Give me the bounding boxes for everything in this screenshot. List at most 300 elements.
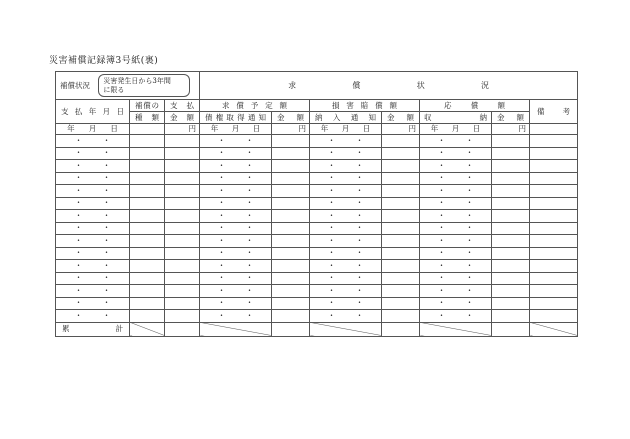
seikyu-amount-cell[interactable] xyxy=(272,272,310,285)
payment-yen-unit: 円 xyxy=(165,124,200,135)
date-separator-dot: ・ xyxy=(355,198,364,208)
seikyu-amount-cell[interactable] xyxy=(272,210,310,223)
table-row xyxy=(56,285,578,298)
saiken-date-cell[interactable] xyxy=(200,297,272,310)
baisho-amount-cell[interactable] xyxy=(382,235,420,248)
shuno-date-cell[interactable] xyxy=(420,210,492,223)
payment-amount-cell[interactable] xyxy=(165,185,200,198)
payment-date-cell[interactable] xyxy=(56,147,130,160)
seikyu-amount-cell[interactable] xyxy=(272,260,310,273)
seikyu-amount-cell[interactable] xyxy=(272,135,310,148)
table-row xyxy=(56,235,578,248)
biko-cell[interactable] xyxy=(530,172,578,185)
saiken-date-cell[interactable] xyxy=(200,260,272,273)
date-separator-dot: ・ xyxy=(437,185,446,195)
osho-yen-unit: 円 xyxy=(492,124,530,135)
date-separator-dot: ・ xyxy=(355,235,364,245)
date-separator-dot: ・ xyxy=(465,260,474,270)
saiken-date-cell[interactable] xyxy=(200,222,272,235)
date-separator-dot: ・ xyxy=(245,185,254,195)
baisho-yen-unit: 円 xyxy=(382,124,420,135)
unit-day: 日 xyxy=(252,124,261,134)
biko-cell[interactable] xyxy=(530,197,578,210)
nyukin-date-cell[interactable] xyxy=(310,272,382,285)
baisho-amount-cell[interactable] xyxy=(382,310,420,323)
baisho-amount-cell[interactable] xyxy=(382,197,420,210)
nyukin-date-cell[interactable] xyxy=(310,135,382,148)
hosho-type-header-top: 補償の xyxy=(130,100,165,112)
osho-amount-cell[interactable] xyxy=(492,210,530,223)
payment-date-cell[interactable] xyxy=(56,135,130,148)
biko-cell[interactable] xyxy=(530,160,578,173)
date-separator-dot: ・ xyxy=(74,285,83,295)
unit-year: 年 xyxy=(210,124,219,134)
hosho-type-cell[interactable] xyxy=(130,222,165,235)
date-separator-dot: ・ xyxy=(355,285,364,295)
hosho-type-cell[interactable] xyxy=(130,160,165,173)
date-separator-dot: ・ xyxy=(102,148,111,158)
osho-amount-cell[interactable] xyxy=(492,310,530,323)
date-separator-dot: ・ xyxy=(437,235,446,245)
biko-unit xyxy=(530,124,578,135)
payment-date-cell[interactable] xyxy=(56,297,130,310)
date-separator-dot: ・ xyxy=(102,298,111,308)
date-separator-dot: ・ xyxy=(217,173,226,183)
saiken-date-cell[interactable] xyxy=(200,310,272,323)
date-separator-dot: ・ xyxy=(74,173,83,183)
seikyu-amount-cell[interactable] xyxy=(272,172,310,185)
payment-amount-cell[interactable] xyxy=(165,272,200,285)
date-separator-dot: ・ xyxy=(245,298,254,308)
payment-amount-cell[interactable] xyxy=(165,172,200,185)
date-separator-dot: ・ xyxy=(327,248,336,258)
date-separator-dot: ・ xyxy=(437,135,446,145)
saiken-date-cell[interactable] xyxy=(200,197,272,210)
date-separator-dot: ・ xyxy=(217,298,226,308)
biko-cell[interactable] xyxy=(530,285,578,298)
unit-year: 年 xyxy=(320,124,329,134)
osho-amount-cell[interactable] xyxy=(492,297,530,310)
date-separator-dot: ・ xyxy=(74,185,83,195)
date-separator-dot: ・ xyxy=(102,135,111,145)
saiken-date-cell[interactable] xyxy=(200,135,272,148)
hosho-type-cell[interactable] xyxy=(130,147,165,160)
payment-amount-cell[interactable] xyxy=(165,297,200,310)
saiken-date-cell[interactable] xyxy=(200,272,272,285)
hosho-type-cell[interactable] xyxy=(130,310,165,323)
biko-cell[interactable] xyxy=(530,147,578,160)
payment-date-header: 支払年月日 xyxy=(56,100,130,124)
payment-amount-cell[interactable] xyxy=(165,197,200,210)
nyukin-date-cell[interactable] xyxy=(310,172,382,185)
compensation-record-table xyxy=(55,71,578,337)
date-separator-dot: ・ xyxy=(217,210,226,220)
nyukin-date-header: 納入通知 xyxy=(310,112,382,124)
date-separator-dot: ・ xyxy=(327,185,336,195)
table-row xyxy=(56,160,578,173)
date-separator-dot: ・ xyxy=(217,135,226,145)
date-separator-dot: ・ xyxy=(102,235,111,245)
date-separator-dot: ・ xyxy=(217,248,226,258)
payment-date-cell[interactable] xyxy=(56,160,130,173)
total-row xyxy=(56,322,578,336)
date-separator-dot: ・ xyxy=(217,310,226,320)
saiken-date-cell[interactable] xyxy=(200,285,272,298)
table-row xyxy=(56,247,578,260)
date-separator-dot: ・ xyxy=(102,173,111,183)
seikyu-amount-cell[interactable] xyxy=(272,310,310,323)
date-separator-dot: ・ xyxy=(465,235,474,245)
shuno-date-cell[interactable] xyxy=(420,135,492,148)
hosho-type-cell[interactable] xyxy=(130,210,165,223)
date-separator-dot: ・ xyxy=(245,135,254,145)
date-separator-dot: ・ xyxy=(355,260,364,270)
date-separator-dot: ・ xyxy=(327,160,336,170)
biko-cell[interactable] xyxy=(530,297,578,310)
payment-date-cell[interactable] xyxy=(56,185,130,198)
nyukin-date-cell[interactable] xyxy=(310,147,382,160)
seikyu-amount-header: 金額 xyxy=(272,112,310,124)
date-separator-dot: ・ xyxy=(245,310,254,320)
osho-amount-cell[interactable] xyxy=(492,235,530,248)
date-separator-dot: ・ xyxy=(245,285,254,295)
biko-cell[interactable] xyxy=(530,135,578,148)
shuno-date-cell[interactable] xyxy=(420,260,492,273)
baisho-amount-cell[interactable] xyxy=(382,222,420,235)
date-separator-dot: ・ xyxy=(245,198,254,208)
date-separator-dot: ・ xyxy=(327,298,336,308)
saiken-date-cell[interactable] xyxy=(200,147,272,160)
date-separator-dot: ・ xyxy=(437,198,446,208)
baisho-amount-cell[interactable] xyxy=(382,135,420,148)
nyukin-date-units xyxy=(310,124,382,135)
date-separator-dot: ・ xyxy=(217,260,226,270)
date-separator-dot: ・ xyxy=(437,223,446,233)
table-row xyxy=(56,222,578,235)
period-note-line2: に限る xyxy=(103,85,125,94)
date-separator-dot: ・ xyxy=(355,273,364,283)
saiken-date-cell[interactable] xyxy=(200,172,272,185)
total-char-1: 累 xyxy=(62,324,70,334)
seikyu-yotei-header: 求償予定額 xyxy=(200,100,310,112)
date-separator-dot: ・ xyxy=(327,198,336,208)
date-separator-dot: ・ xyxy=(327,148,336,158)
saiken-date-cell[interactable] xyxy=(200,185,272,198)
date-separator-dot: ・ xyxy=(102,185,111,195)
seikyu-amount-cell[interactable] xyxy=(272,235,310,248)
date-separator-dot: ・ xyxy=(74,148,83,158)
osho-amount-cell[interactable] xyxy=(492,160,530,173)
payment-amount-cell[interactable] xyxy=(165,260,200,273)
hosho-status-header xyxy=(56,72,200,100)
hosho-type-cell[interactable] xyxy=(130,285,165,298)
date-separator-dot: ・ xyxy=(74,198,83,208)
date-separator-dot: ・ xyxy=(217,285,226,295)
total-nyukin-date-slash xyxy=(310,322,382,336)
shuno-date-cell[interactable] xyxy=(420,160,492,173)
saiken-date-units xyxy=(200,124,272,135)
nyukin-date-cell[interactable] xyxy=(310,247,382,260)
hosho-type-cell[interactable] xyxy=(130,185,165,198)
date-separator-dot: ・ xyxy=(465,210,474,220)
hosho-type-cell[interactable] xyxy=(130,260,165,273)
shuno-date-cell[interactable] xyxy=(420,235,492,248)
biko-cell[interactable] xyxy=(530,235,578,248)
date-separator-dot: ・ xyxy=(245,223,254,233)
seikyu-amount-cell[interactable] xyxy=(272,222,310,235)
payment-amount-cell[interactable] xyxy=(165,285,200,298)
shuno-date-cell[interactable] xyxy=(420,222,492,235)
date-separator-dot: ・ xyxy=(465,173,474,183)
table-row xyxy=(56,172,578,185)
biko-cell[interactable] xyxy=(530,185,578,198)
payment-amount-cell[interactable] xyxy=(165,160,200,173)
shuno-date-cell[interactable] xyxy=(420,185,492,198)
date-separator-dot: ・ xyxy=(355,248,364,258)
baisho-amount-cell[interactable] xyxy=(382,185,420,198)
date-separator-dot: ・ xyxy=(217,198,226,208)
date-separator-dot: ・ xyxy=(437,298,446,308)
total-osho-amount[interactable] xyxy=(492,322,530,336)
payment-amount-cell[interactable] xyxy=(165,147,200,160)
seikyu-amount-cell[interactable] xyxy=(272,197,310,210)
date-separator-dot: ・ xyxy=(437,248,446,258)
date-separator-dot: ・ xyxy=(74,210,83,220)
baisho-amount-cell[interactable] xyxy=(382,272,420,285)
hosho-type-cell[interactable] xyxy=(130,235,165,248)
hosho-status-label: 補償状況 xyxy=(60,80,90,90)
total-shuno-date-slash xyxy=(420,322,492,336)
date-separator-dot: ・ xyxy=(102,260,111,270)
total-label xyxy=(56,322,130,336)
baisho-amount-header: 金額 xyxy=(382,112,420,124)
nyukin-date-cell[interactable] xyxy=(310,222,382,235)
date-separator-dot: ・ xyxy=(327,235,336,245)
date-separator-dot: ・ xyxy=(465,310,474,320)
date-separator-dot: ・ xyxy=(465,135,474,145)
date-separator-dot: ・ xyxy=(217,148,226,158)
date-separator-dot: ・ xyxy=(355,185,364,195)
date-separator-dot: ・ xyxy=(102,273,111,283)
date-separator-dot: ・ xyxy=(465,223,474,233)
table-row xyxy=(56,135,578,148)
saiken-date-cell[interactable] xyxy=(200,210,272,223)
hosho-type-cell[interactable] xyxy=(130,247,165,260)
osho-amount-cell[interactable] xyxy=(492,247,530,260)
period-note-line1: 災害発生日から3年間 xyxy=(103,76,171,85)
date-separator-dot: ・ xyxy=(355,210,364,220)
unit-month: 月 xyxy=(88,124,97,134)
baisho-amount-cell[interactable] xyxy=(382,260,420,273)
seikyu-amount-cell[interactable] xyxy=(272,297,310,310)
date-separator-dot: ・ xyxy=(74,273,83,283)
date-separator-dot: ・ xyxy=(327,273,336,283)
table-row xyxy=(56,272,578,285)
nyukin-date-cell[interactable] xyxy=(310,185,382,198)
payment-date-cell[interactable] xyxy=(56,235,130,248)
osho-amount-cell[interactable] xyxy=(492,260,530,273)
date-separator-dot: ・ xyxy=(102,198,111,208)
payment-amount-cell[interactable] xyxy=(165,247,200,260)
total-hosho-type-slash xyxy=(130,322,165,336)
date-separator-dot: ・ xyxy=(327,285,336,295)
document-title: 災害補償記録簿3号紙(裏) xyxy=(49,56,159,66)
osho-amount-cell[interactable] xyxy=(492,172,530,185)
biko-cell[interactable] xyxy=(530,222,578,235)
osho-amount-cell[interactable] xyxy=(492,272,530,285)
baisho-amount-cell[interactable] xyxy=(382,160,420,173)
payment-date-cell[interactable] xyxy=(56,172,130,185)
date-separator-dot: ・ xyxy=(245,173,254,183)
songai-baisho-header: 損害賠償額 xyxy=(310,100,420,112)
date-separator-dot: ・ xyxy=(74,223,83,233)
osho-amount-cell[interactable] xyxy=(492,285,530,298)
hosho-type-cell[interactable] xyxy=(130,297,165,310)
baisho-amount-cell[interactable] xyxy=(382,247,420,260)
shuno-left: 収 xyxy=(424,112,432,122)
date-separator-dot: ・ xyxy=(327,173,336,183)
seikyu-amount-cell[interactable] xyxy=(272,147,310,160)
seikyu-amount-cell[interactable] xyxy=(272,247,310,260)
payment-date-cell[interactable] xyxy=(56,260,130,273)
total-char-2: 計 xyxy=(115,324,123,334)
biko-header: 備考 xyxy=(530,100,578,124)
date-separator-dot: ・ xyxy=(437,160,446,170)
shuno-date-cell[interactable] xyxy=(420,297,492,310)
biko-cell[interactable] xyxy=(530,260,578,273)
seikyu-status-header xyxy=(200,72,578,100)
biko-cell[interactable] xyxy=(530,310,578,323)
date-separator-dot: ・ xyxy=(465,198,474,208)
date-separator-dot: ・ xyxy=(245,248,254,258)
osho-amount-cell[interactable] xyxy=(492,197,530,210)
nyukin-date-cell[interactable] xyxy=(310,235,382,248)
osho-amount-header: 金額 xyxy=(492,112,530,124)
hosho-type-cell[interactable] xyxy=(130,172,165,185)
unit-day: 日 xyxy=(110,124,118,134)
hosho-type-cell[interactable] xyxy=(130,135,165,148)
payment-amount-cell[interactable] xyxy=(165,210,200,223)
date-separator-dot: ・ xyxy=(74,248,83,258)
payment-amount-cell[interactable] xyxy=(165,310,200,323)
hosho-type-unit xyxy=(130,124,165,135)
saiken-date-cell[interactable] xyxy=(200,247,272,260)
payment-date-cell[interactable] xyxy=(56,285,130,298)
date-separator-dot: ・ xyxy=(355,135,364,145)
shuno-date-cell[interactable] xyxy=(420,310,492,323)
unit-year: 年 xyxy=(67,124,75,134)
seikyu-amount-cell[interactable] xyxy=(272,185,310,198)
table-row xyxy=(56,210,578,223)
total-payment-amount[interactable] xyxy=(165,322,200,336)
baisho-amount-cell[interactable] xyxy=(382,297,420,310)
shuno-date-cell[interactable] xyxy=(420,247,492,260)
nyukin-date-cell[interactable] xyxy=(310,297,382,310)
date-separator-dot: ・ xyxy=(437,148,446,158)
nyukin-date-cell[interactable] xyxy=(310,260,382,273)
payment-date-cell[interactable] xyxy=(56,310,130,323)
seikyu-amount-cell[interactable] xyxy=(272,285,310,298)
table-row xyxy=(56,310,578,323)
date-separator-dot: ・ xyxy=(74,260,83,270)
total-seikyu-amount[interactable] xyxy=(272,322,310,336)
date-separator-dot: ・ xyxy=(465,148,474,158)
payment-amount-cell[interactable] xyxy=(165,235,200,248)
date-separator-dot: ・ xyxy=(465,298,474,308)
shuno-date-units xyxy=(420,124,492,135)
nyukin-date-cell[interactable] xyxy=(310,210,382,223)
payment-date-cell[interactable] xyxy=(56,210,130,223)
date-separator-dot: ・ xyxy=(465,285,474,295)
date-separator-dot: ・ xyxy=(217,235,226,245)
unit-month: 月 xyxy=(231,124,240,134)
saiken-date-cell[interactable] xyxy=(200,235,272,248)
nyukin-date-cell[interactable] xyxy=(310,160,382,173)
date-separator-dot: ・ xyxy=(74,310,83,320)
payment-amount-cell[interactable] xyxy=(165,222,200,235)
osho-amount-cell[interactable] xyxy=(492,222,530,235)
payment-date-cell[interactable] xyxy=(56,197,130,210)
nyukin-date-cell[interactable] xyxy=(310,310,382,323)
table-row xyxy=(56,185,578,198)
date-separator-dot: ・ xyxy=(327,310,336,320)
biko-cell[interactable] xyxy=(530,272,578,285)
payment-amount-header-bottom: 金額 xyxy=(165,112,200,124)
hosho-type-header-bottom: 種類 xyxy=(130,112,165,124)
date-separator-dot: ・ xyxy=(102,160,111,170)
biko-cell[interactable] xyxy=(530,210,578,223)
baisho-amount-cell[interactable] xyxy=(382,285,420,298)
payment-date-cell[interactable] xyxy=(56,247,130,260)
date-separator-dot: ・ xyxy=(327,135,336,145)
osho-amount-cell[interactable] xyxy=(492,147,530,160)
shuno-date-cell[interactable] xyxy=(420,147,492,160)
nyukin-date-cell[interactable] xyxy=(310,285,382,298)
osho-amount-cell[interactable] xyxy=(492,185,530,198)
shuno-date-cell[interactable] xyxy=(420,272,492,285)
total-baisho-amount[interactable] xyxy=(382,322,420,336)
shuno-date-cell[interactable] xyxy=(420,172,492,185)
shuno-date-header xyxy=(420,112,492,124)
date-separator-dot: ・ xyxy=(245,260,254,270)
seikyu-amount-cell[interactable] xyxy=(272,160,310,173)
payment-date-cell[interactable] xyxy=(56,222,130,235)
date-separator-dot: ・ xyxy=(217,273,226,283)
shuno-date-cell[interactable] xyxy=(420,285,492,298)
date-separator-dot: ・ xyxy=(245,160,254,170)
date-separator-dot: ・ xyxy=(327,223,336,233)
unit-year: 年 xyxy=(430,124,439,134)
payment-amount-cell[interactable] xyxy=(165,135,200,148)
hosho-type-cell[interactable] xyxy=(130,272,165,285)
biko-cell[interactable] xyxy=(530,247,578,260)
date-separator-dot: ・ xyxy=(327,260,336,270)
data-rows xyxy=(56,135,578,323)
payment-date-cell[interactable] xyxy=(56,272,130,285)
date-separator-dot: ・ xyxy=(102,210,111,220)
payment-date-units xyxy=(56,124,130,135)
baisho-amount-cell[interactable] xyxy=(382,147,420,160)
osho-amount-cell[interactable] xyxy=(492,135,530,148)
baisho-amount-cell[interactable] xyxy=(382,210,420,223)
total-biko-slash xyxy=(530,322,578,336)
date-separator-dot: ・ xyxy=(327,210,336,220)
hosho-type-cell[interactable] xyxy=(130,197,165,210)
baisho-amount-cell[interactable] xyxy=(382,172,420,185)
saiken-date-cell[interactable] xyxy=(200,160,272,173)
shuno-date-cell[interactable] xyxy=(420,197,492,210)
nyukin-date-cell[interactable] xyxy=(310,197,382,210)
